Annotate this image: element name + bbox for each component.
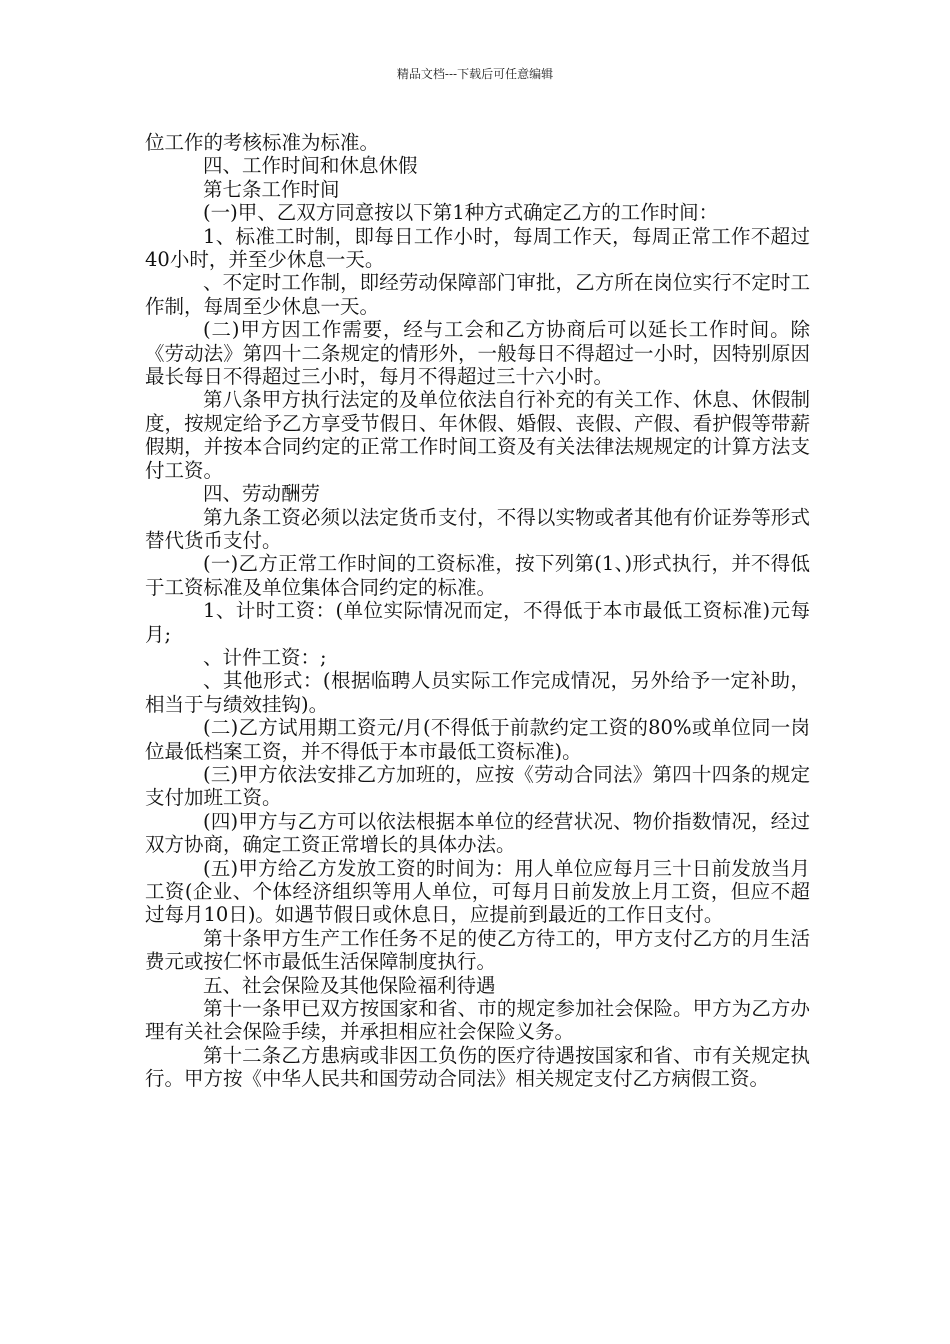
paragraph: 第九条工资必须以法定货币支付，不得以实物或者其他有价证券等形式替代货币支付。	[145, 505, 810, 552]
paragraph: 第十条甲方生产工作任务不足的使乙方待工的，甲方支付乙方的月生活费元或按仁怀市最低生活保障制度执行。	[145, 926, 810, 974]
paragraph: (二)甲方因工作需要，经与工会和乙方协商后可以延长工作时间。除《劳动法》第四十二条规定的情形外，一般每日不得超过一小时，因特别原因最长每日不得超过三小时，每月不得超过三十六小时。	[145, 318, 810, 389]
paragraph: (一)甲、乙双方同意按以下第1种方式确定乙方的工作时间：	[203, 201, 719, 225]
section-heading: 四、劳动酬劳	[203, 482, 321, 506]
paragraph: (三)甲方依法安排乙方加班的，应按《劳动合同法》第四十四条的规定支付加班工资。	[145, 762, 810, 810]
paragraph: 第十二条乙方患病或非因工负伤的医疗待遇按国家和省、市有关规定执行。甲方按《中华人民共和国劳动合同法》相关规定支付乙方病假工资。	[145, 1043, 810, 1091]
page-header: 精品文档---下载后可任意编辑	[396, 67, 554, 81]
paragraph: (五)甲方给乙方发放工资的时间为：用人单位应每月三十日前发放当月工资(企业、个体经济组织等用人单位，可每月日前发放上月工资，但应不超过每月10日)。如遇节假日或休息日，应提前到最近的工作日支付。	[145, 856, 810, 927]
section-heading: 五、社会保险及其他保险福利待遇	[203, 973, 496, 997]
document-body	[145, 131, 810, 1091]
paragraph: (一)乙方正常工作时间的工资标准，按下列第(1、)形式执行，并不得低于工资标准及单位集体合同约定的标准。	[145, 552, 810, 599]
paragraph: 位工作的考核标准为标准。	[145, 131, 380, 154]
paragraph: 第八条甲方执行法定的及单位依法自行补充的有关工作、休息、休假制度，按规定给予乙方享受节假日、年休假、婚假、丧假、产假、看护假等带薪假期，并按本合同约定的正常工作时间工资及有关法律法规规定的计算方法支付工资。	[145, 388, 810, 482]
paragraph: 、计件工资：;	[203, 645, 327, 669]
section-heading: 四、工作时间和休息休假	[203, 154, 418, 178]
paragraph: (二)乙方试用期工资元/月(不得低于前款约定工资的80%或单位同一岗位最低档案工资，并不得低于本市最低工资标准)。	[145, 716, 810, 763]
paragraph: 第十一条甲已双方按国家和省、市的规定参加社会保险。甲方为乙方办理有关社会保险手续，并承担相应社会保险义务。	[145, 997, 810, 1044]
article-heading: 第七条工作时间	[203, 177, 340, 201]
paragraph: 1、标准工时制，即每日工作小时，每周工作天，每周正常工作不超过40小时，并至少休息一天。	[145, 224, 810, 272]
paragraph: 、不定时工作制，即经劳动保障部门审批，乙方所在岗位实行不定时工作制，每周至少休息一天。	[145, 271, 810, 318]
paragraph: 、其他形式：(根据临聘人员实际工作完成情况，另外给予一定补助，相当于与绩效挂钩)。	[145, 669, 810, 716]
paragraph: 1、计时工资：(单位实际情况而定，不得低于本市最低工资标准)元每月;	[145, 599, 810, 646]
paragraph: (四)甲方与乙方可以依法根据本单位的经营状况、物价指数情况，经过双方协商，确定工资正常增长的具体办法。	[145, 809, 810, 857]
